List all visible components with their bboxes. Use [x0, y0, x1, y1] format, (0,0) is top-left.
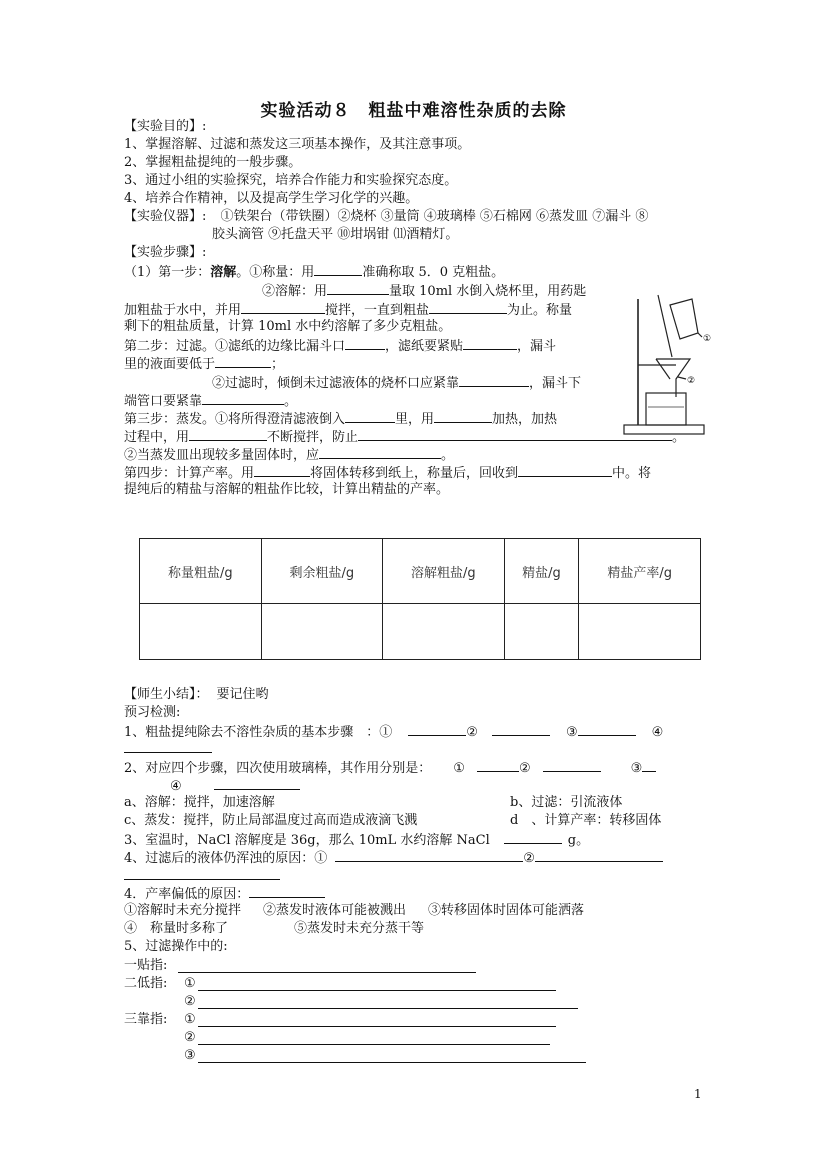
q2-text: ④ [170, 779, 182, 794]
table-header-cell: 精盐产率/g [579, 539, 701, 604]
blank[interactable] [215, 354, 271, 368]
q4-text: ② [523, 851, 535, 866]
step3-line [124, 445, 454, 465]
step3-text: 过程中，用 [124, 430, 190, 445]
summary-heading-line [124, 686, 269, 704]
blank[interactable] [214, 776, 300, 790]
q1-text: ② [466, 725, 478, 740]
preview-heading: 预习检测: [124, 705, 181, 720]
q3-text: 3、室温时，NaCl 溶解度是 36g，那么 10mL 水约溶解 NaCl [124, 833, 490, 848]
funnel-side [656, 359, 670, 379]
step1-line [124, 262, 504, 282]
step3-line [124, 427, 685, 447]
answer-a: a、溶解：搅拌，加速溶解 [124, 795, 275, 810]
step1-line: 剩下的粗盐质量，计算 10ml 水中约溶解了多少克粗盐。 [124, 319, 452, 334]
blank[interactable] [198, 1062, 586, 1063]
q1-text: ③ [565, 725, 578, 740]
step2-text: 第二步：过滤。①滤纸的边缘比漏斗口 [124, 339, 346, 354]
table-header-row [140, 539, 701, 604]
filtration-apparatus-figure [614, 289, 714, 439]
item-marker: ③ [184, 1048, 196, 1063]
stand-base [624, 425, 704, 434]
blank[interactable] [198, 1026, 556, 1027]
step4-text: 中。将 [612, 466, 652, 481]
step3-text: 第三步：蒸发。①将所得澄清滤液倒入 [124, 412, 346, 427]
blank[interactable] [189, 427, 267, 441]
blank[interactable] [202, 391, 284, 405]
question-5: 5、过滤操作中的: [124, 939, 228, 954]
step3-text: 。 [672, 430, 686, 445]
blank[interactable] [459, 373, 529, 387]
apparatus-list-cont: 胶头滴管 ⑨托盘天平 ⑩坩埚钳 ⑾酒精灯。 [212, 227, 459, 242]
reason: ④ 称量时多称了 [124, 921, 229, 936]
step2-text: ②过滤时，倾倒未过滤液体的烧杯口应紧靠 [212, 376, 460, 391]
step2-line [124, 354, 284, 374]
blank[interactable] [254, 463, 310, 477]
answer-b: b、过滤：引流液体 [510, 795, 623, 810]
answer-c: c、蒸发：搅拌，防止局部温度过高而造成液滴飞溅 [124, 813, 418, 828]
step2-line [124, 391, 297, 411]
summary-heading: 【师生小结】： [124, 687, 209, 702]
page-number: 1 [694, 1087, 702, 1101]
step2-text: 里的液面要低于 [124, 357, 216, 372]
step4-line [124, 463, 651, 483]
step3-text: 里，用 [395, 412, 435, 427]
table-cell[interactable] [504, 604, 579, 660]
step4-line: 提纯后的精盐与溶解的粗盐作比较，计算出精盐的产率。 [124, 482, 450, 497]
blank[interactable] [434, 409, 492, 423]
label-line [678, 377, 686, 379]
step3-line [124, 409, 557, 429]
purpose-item: 1、掌握溶解、过滤和蒸发这三项基本操作，及其注意事项。 [124, 137, 471, 152]
purpose-item: 2、掌握粗盐提纯的一般步骤。 [124, 155, 302, 170]
apparatus-heading: 【实验仪器】: [124, 209, 207, 224]
step1-text: 加粗盐于水中，并用 [124, 303, 242, 318]
step2-line [124, 336, 556, 356]
table-header-cell: 剩余粗盐/g [261, 539, 383, 604]
item-marker: ② [184, 1030, 196, 1045]
blank[interactable] [492, 722, 550, 736]
question-4b [124, 884, 325, 904]
step1-prefix: （1）第一步： [124, 265, 211, 280]
q1-text: 1、粗盐提纯除去不溶性杂质的基本步骤 ：① [124, 725, 393, 740]
answer-d: d 、计算产率：转移固体 [510, 813, 662, 828]
beaker-bottom [646, 393, 686, 425]
q1-text: ④ [651, 725, 664, 740]
blank[interactable] [178, 972, 476, 973]
step4-text: 第四步：计算产率。用 [124, 466, 255, 481]
step2-text: ； [271, 357, 285, 372]
two-low-label: 二低指: [124, 976, 168, 991]
steps-heading: 【实验步骤】: [124, 245, 207, 260]
step2-text: ，漏斗下 [529, 376, 582, 391]
step2-text: 。 [284, 394, 298, 409]
blank[interactable] [642, 758, 656, 772]
reasons-line [124, 902, 584, 920]
purpose-heading: 【实验目的】: [124, 119, 207, 134]
step1-line [124, 300, 572, 320]
step1-text: 准确称取 5．0 克粗盐。 [362, 265, 505, 280]
apparatus-list: ①铁架台（带铁圈）②烧杯 ③量筒 ④玻璃棒 ⑤石棉网 ⑥蒸发皿 ⑦漏斗 ⑧ [220, 209, 649, 224]
figure-label: ② [687, 376, 696, 386]
step2-text: ，漏斗 [517, 339, 557, 354]
step2-text: 端管口要紧靠 [124, 394, 203, 409]
blank[interactable] [124, 879, 280, 880]
blank[interactable] [249, 884, 325, 898]
blank[interactable] [198, 1008, 578, 1009]
reasons-line [124, 920, 424, 938]
question-4 [124, 848, 663, 868]
purpose-item: 4、培养合作精神，以及提高学生学习化学的兴趣。 [124, 191, 419, 206]
step2-line [212, 373, 581, 393]
table-header-cell: 称量粗盐/g [140, 539, 262, 604]
question-2-cont [170, 776, 300, 796]
reason: ③转移固体时固体可能洒落 [428, 903, 585, 918]
reason: ②蒸发时液体可能被溅出 [263, 903, 407, 918]
apparatus-line [124, 208, 648, 226]
q4-text: 4、过滤后的液体仍浑浊的原因：① [124, 851, 328, 866]
blank[interactable] [335, 848, 523, 862]
question-3 [124, 830, 589, 850]
three-lean-label: 三靠指: [124, 1012, 168, 1027]
item-marker: ② [184, 994, 196, 1009]
purpose-item: 3、通过小组的实验探究，培养合作能力和实验探究态度。 [124, 173, 458, 188]
table-header-cell: 精盐/g [504, 539, 579, 604]
blank[interactable] [518, 463, 612, 477]
blank[interactable] [463, 336, 517, 350]
one-paste-label: 一贴指: [124, 958, 168, 973]
blank[interactable] [345, 409, 395, 423]
blank[interactable] [319, 445, 441, 459]
q2-text: 2、对应四个步骤，四次使用玻璃棒，其作用分别是： [124, 761, 432, 776]
table-cell[interactable] [579, 604, 701, 660]
step1-text: 量取 10ml 水倒入烧杯里，用药匙 [389, 284, 587, 299]
blank[interactable] [477, 758, 519, 772]
summary-heading-tail: 要记住哟 [216, 687, 269, 702]
figure-label: ① [703, 334, 712, 344]
step3-text: 加热，加热 [492, 412, 558, 427]
blank[interactable] [198, 1044, 550, 1045]
step3-text: ②当蒸发皿出现较多量固体时，应 [124, 448, 320, 463]
pouring-beaker [670, 299, 698, 339]
item-marker: ① [184, 1012, 196, 1027]
q3-text: g。 [567, 833, 590, 848]
glass-rod [658, 295, 672, 357]
results-table [139, 538, 701, 660]
q2-text: ③ [630, 761, 643, 776]
step1-line [262, 281, 586, 301]
step1-text: 搅拌，一直到粗盐 [325, 303, 430, 318]
step1-bold: 溶解 [210, 265, 237, 280]
step3-text: 不断搅拌，防止 [267, 430, 359, 445]
table-header-cell: 溶解粗盐/g [383, 539, 505, 604]
question-1 [124, 722, 663, 742]
step1-text: 。①称量：用 [236, 265, 315, 280]
blank[interactable] [241, 300, 325, 314]
step2-text: ，滤纸要紧贴 [385, 339, 464, 354]
table-cell[interactable] [261, 604, 383, 660]
blank[interactable] [543, 758, 601, 772]
step1-text: 为止。称量 [507, 303, 573, 318]
step1-text: ②溶解：用 [262, 284, 328, 299]
table-cell[interactable] [383, 604, 505, 660]
blank[interactable] [314, 262, 362, 276]
blank[interactable] [578, 722, 636, 736]
table-cell[interactable] [140, 604, 262, 660]
blank[interactable] [429, 300, 507, 314]
blank[interactable] [504, 830, 562, 844]
blank[interactable] [198, 990, 556, 991]
blank[interactable] [124, 752, 212, 753]
blank[interactable] [327, 281, 389, 295]
table-row [140, 604, 701, 660]
q2-text: ② [518, 761, 531, 776]
step4-text: 将固体转移到纸上，称量后，回收到 [310, 466, 519, 481]
q4b-text: 4．产率偏低的原因： [124, 887, 250, 902]
item-marker: ① [184, 976, 196, 991]
q2-text: ① [453, 761, 465, 776]
blank[interactable] [345, 336, 385, 350]
reason: ⑤蒸发时未充分蒸干等 [294, 921, 425, 936]
question-2 [124, 758, 656, 778]
blank[interactable] [535, 848, 663, 862]
blank[interactable] [408, 722, 466, 736]
step3-text: 。 [441, 448, 455, 463]
label-line [698, 333, 702, 337]
reason: ①溶解时未充分搅拌 [124, 903, 242, 918]
page-title: 实验活动８ 粗盐中难溶性杂质的去除 [260, 101, 567, 121]
